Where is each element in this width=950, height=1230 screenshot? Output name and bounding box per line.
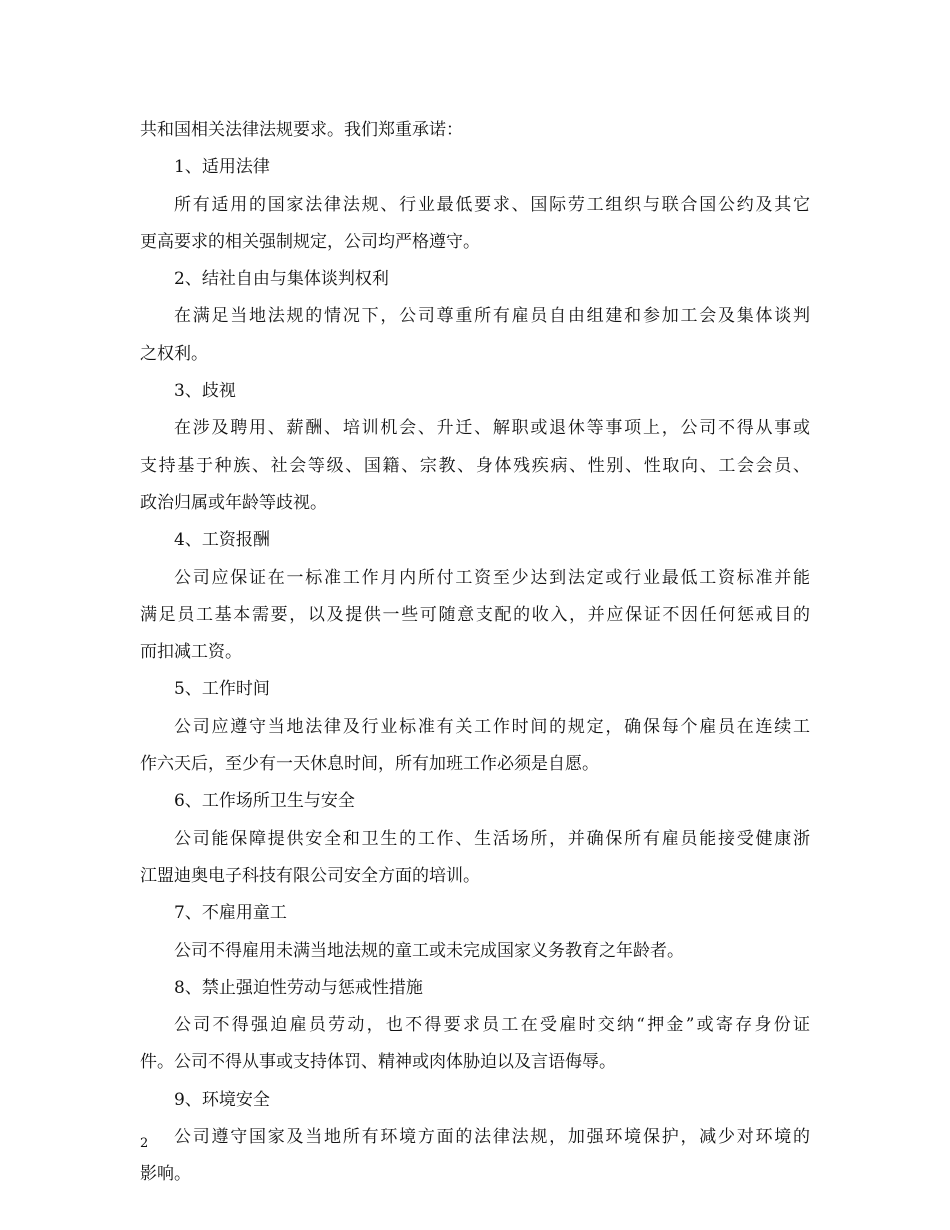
text-line: 4、工资报酬 [174, 530, 270, 551]
text-line: 7、不雇用童工 [174, 903, 287, 924]
text-line: 9、环境安全 [174, 1089, 270, 1110]
text-line: 在涉及聘用、薪酬、培训机会、升迁、解职或退休等事项上，公司不得从事或 [174, 418, 810, 439]
text-line: 所有适用的国家法律法规、行业最低要求、国际劳工组织与联合国公约及其它 [174, 194, 810, 215]
text-line: 公司遵守国家及当地所有环境方面的法律法规，加强环境保护，减少对环境的 [174, 1127, 810, 1148]
text-line: 1、适用法律 [174, 157, 270, 178]
text-line: 件。公司不得从事或支持体罚、精神或肉体胁迫以及言语侮辱。 [140, 1052, 616, 1073]
text-line: 公司不得雇用未满当地法规的童工或未完成国家义务教育之年龄者。 [174, 940, 684, 961]
text-line: 支持基于种族、社会等级、国籍、宗教、身体残疾病、性别、性取向、工会会员、 [140, 455, 810, 476]
text-line: 公司应保证在一标准工作月内所付工资至少达到法定或行业最低工资标准并能 [174, 567, 810, 588]
text-line: 2、结社自由与集体谈判权利 [174, 269, 389, 290]
text-line: 在满足当地法规的情况下，公司尊重所有雇员自由组建和参加工会及集体谈判 [174, 306, 810, 327]
text-line: 8、禁止强迫性劳动与惩戒性措施 [174, 977, 423, 998]
text-line: 而扣减工资。 [140, 642, 242, 663]
text-line: 江盟迪奥电子科技有限公司安全方面的培训。 [140, 865, 480, 886]
text-line: 公司不得强迫雇员劳动，也不得要求员工在受雇时交纳“押金”或寄存身份证 [174, 1015, 810, 1036]
text-line: 共和国相关法律法规要求。我们郑重承诺： [140, 120, 463, 140]
text-line: 满足员工基本需要，以及提供一些可随意支配的收入，并应保证不因任何惩戒目的 [140, 604, 810, 625]
text-line: 更高要求的相关强制规定，公司均严格遵守。 [140, 231, 480, 252]
text-line: 之权利。 [140, 343, 208, 364]
text-line: 公司能保障提供安全和卫生的工作、生活场所，并确保所有雇员能接受健康浙 [174, 828, 810, 849]
text-line: 作六天后，至少有一天休息时间，所有加班工作必须是自愿。 [140, 754, 599, 775]
text-line: 6、工作场所卫生与安全 [174, 791, 355, 812]
page-number: 2 [140, 1136, 149, 1151]
text-line: 政治归属或年龄等歧视。 [140, 492, 327, 513]
text-line: 公司应遵守当地法律及行业标准有关工作时间的规定，确保每个雇员在连续工 [174, 716, 810, 737]
text-line: 5、工作时间 [174, 679, 270, 700]
document-body [140, 112, 810, 1194]
text-line: 3、歧视 [174, 381, 236, 402]
text-line: 影响。 [140, 1164, 191, 1185]
